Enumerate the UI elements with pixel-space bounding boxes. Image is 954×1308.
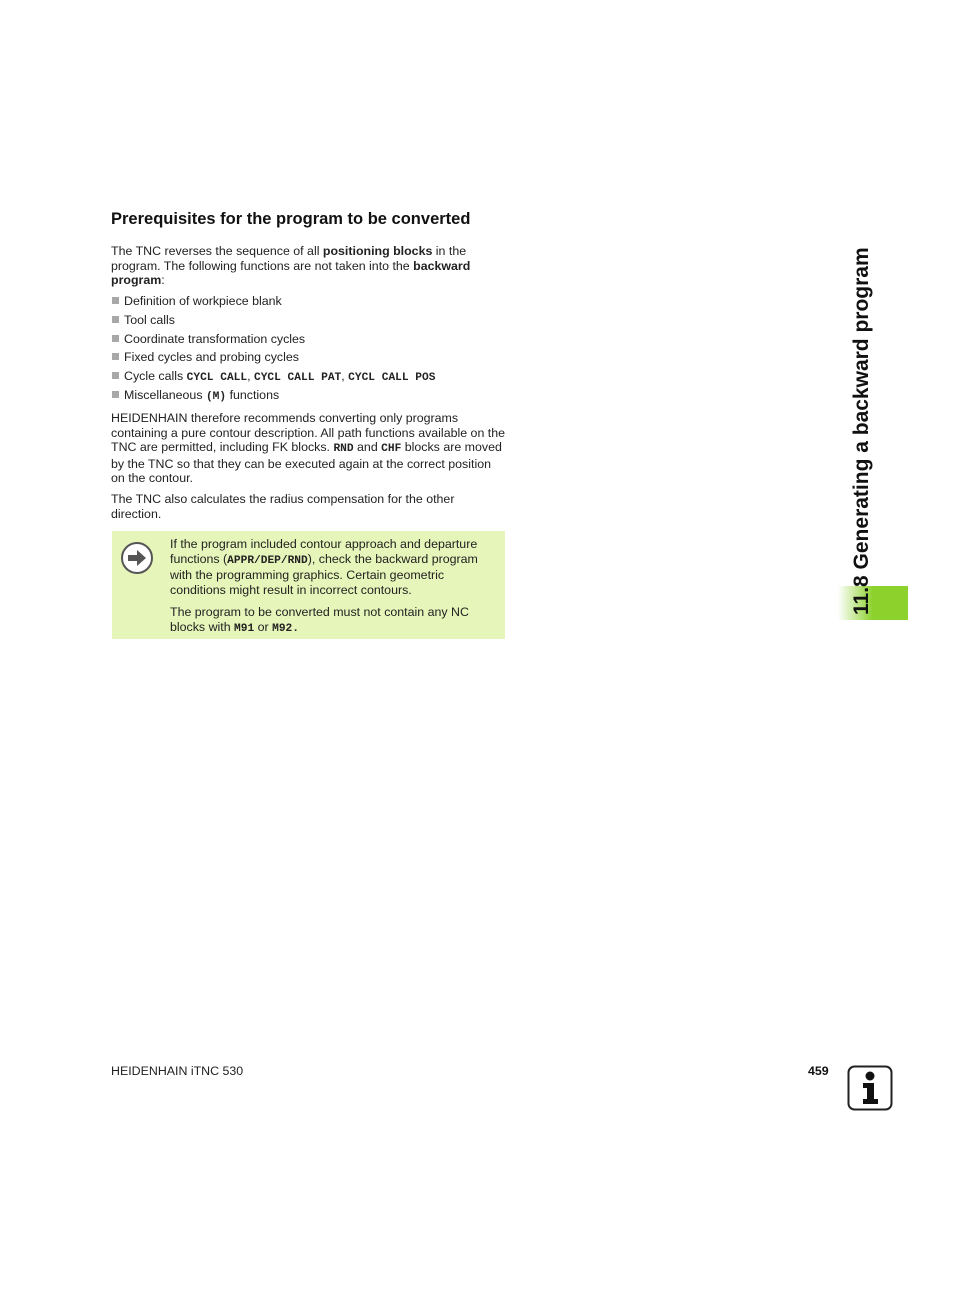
info-icon bbox=[847, 1065, 893, 1111]
recommendation-paragraph: HEIDENHAIN therefore recommends converting only programs containing a pure contour description. All path functions available on the TNC are permitted, including FK blocks. RND and CHF blocks are moved by the TNC so that they can be executed again at the correct position on the contour. bbox=[111, 411, 506, 486]
excluded-functions-list bbox=[111, 294, 435, 407]
list-item: Tool calls bbox=[111, 313, 435, 332]
page-number: 459 bbox=[808, 1064, 829, 1078]
chapter-side-title: 11.8 Generating a backward program bbox=[850, 247, 873, 615]
bullet-square-icon bbox=[112, 372, 119, 379]
radius-paragraph: The TNC also calculates the radius compensation for the other direction. bbox=[111, 492, 455, 521]
bullet-square-icon bbox=[112, 316, 119, 323]
list-item: Definition of workpiece blank bbox=[111, 294, 435, 313]
note-box bbox=[112, 531, 505, 639]
bullet-square-icon bbox=[112, 391, 119, 398]
note-text bbox=[170, 537, 500, 645]
list-item: Miscellaneous (M) functions bbox=[111, 388, 435, 407]
section-heading: Prerequisites for the program to be converted bbox=[111, 210, 471, 228]
bullet-square-icon bbox=[112, 297, 119, 304]
list-item: Coordinate transformation cycles bbox=[111, 332, 435, 351]
arrow-right-icon bbox=[120, 541, 154, 575]
list-item: Fixed cycles and probing cycles bbox=[111, 350, 435, 369]
bullet-square-icon bbox=[112, 335, 119, 342]
note-paragraph: If the program included contour approach and departure functions (APPR/DEP/RND), check the backward program with the programming graphics. Certain geometric conditions might result in incorrect contours. bbox=[170, 537, 478, 597]
bullet-square-icon bbox=[112, 353, 119, 360]
list-item: Cycle calls CYCL CALL, CYCL CALL PAT, CYCL CALL POS bbox=[111, 369, 435, 388]
note-paragraph: The program to be converted must not contain any NC blocks with M91 or M92. bbox=[170, 605, 469, 635]
footer-manual-name: HEIDENHAIN iTNC 530 bbox=[111, 1064, 244, 1078]
intro-paragraph: The TNC reverses the sequence of all positioning blocks in the program. The following functions are not taken into the backward program: bbox=[111, 244, 471, 288]
